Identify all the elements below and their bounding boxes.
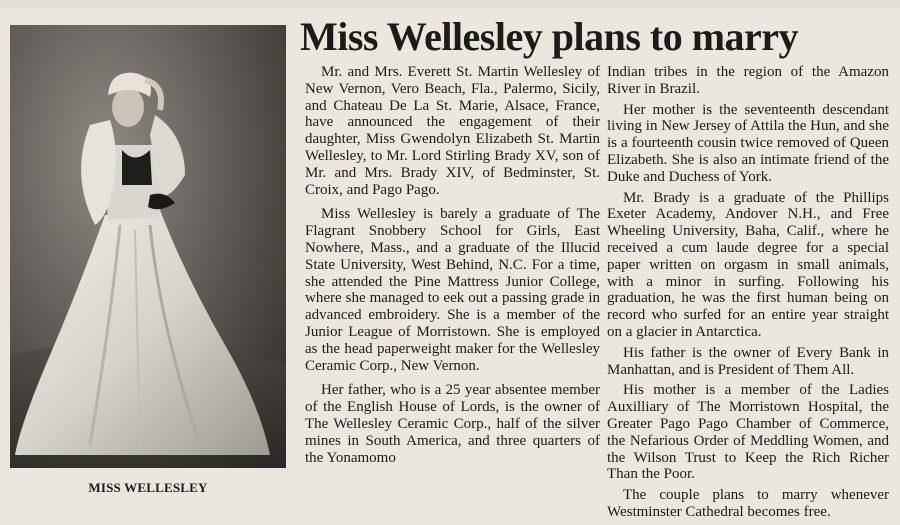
bride-photo xyxy=(10,25,286,468)
article-column-1 xyxy=(305,64,600,474)
headline: Miss Wellesley plans to marry xyxy=(300,14,799,59)
article-paragraph: Mr. Brady is a graduate of the Phillips Exeter Academy, Andover N.H., and Free Wheeling University, Baha, Calif., where he received a cum laude degree for a special paper written on orgasm in small animals, with a minor in surfing. Following his graduation, he was the first human being on record who surfed for an entire year straight on a glacier in Antarctica. xyxy=(607,189,889,340)
article-paragraph: Mr. and Mrs. Everett St. Martin Wellesley of New Vernon, Vero Beach, Fla., Palermo, Sicily, and Chateau De La St. Marie, Alsace, France, have announced the engagement of their daughter, Miss Gwendolyn Elizabeth St. Martin Wellesley, to Mr. Lord Stirling Brady XV, son of Mr. and Mrs. Brady XIV, of Bedminster, St. Croix, and Pago Pago. xyxy=(305,64,600,198)
article-paragraph: Miss Wellesley is barely a graduate of The Flagrant Snobbery School for Girls, East Nowhere, Mass., and a graduate of the Illucid State University, West Behind, N.C. For a time, she attended the Pine Mattress Junior College, where she managed to eek out a passing grade in advanced embroidery. She is a member of the Junior League of Morristown. She is employed as the head paperweight maker for the Wellesley Ceramic Corp., New Vernon. xyxy=(305,206,600,374)
clipping-top-edge xyxy=(0,0,900,8)
article-paragraph: His father is the owner of Every Bank in Manhattan, and is President of Them All. xyxy=(607,344,889,378)
article-column-2 xyxy=(607,64,889,525)
article-paragraph: Her mother is the seventeenth descendant living in New Jersey of Attila the Hun, and she is a fourteenth cousin twice removed of Queen Elizabeth. She is also an intimate friend of the Duke and Duchess of York. xyxy=(607,101,889,185)
article-paragraph: Her father, who is a 25 year absentee member of the English House of Lords, is the owner of The Wellesley Ceramic Corp., half of the silver mines in South America, and three quarters of the Yonamomo xyxy=(305,382,600,466)
article-paragraph: His mother is a member of the Ladies Auxilliary of The Morristown Hospital, the Greater Pago Pago Chamber of Commerce, the Nefarious Order of Meddling Women, and the Wilson Trust to Keep the Rich Richer Than the Poor. xyxy=(607,382,889,483)
article-paragraph: The couple plans to marry whenever Westminster Cathedral becomes free. xyxy=(607,487,889,520)
photo-caption: MISS WELLESLEY xyxy=(88,480,208,495)
article-paragraph: Indian tribes in the region of the Amazon River in Brazil. xyxy=(607,64,889,97)
bride-photo-image xyxy=(10,25,286,468)
